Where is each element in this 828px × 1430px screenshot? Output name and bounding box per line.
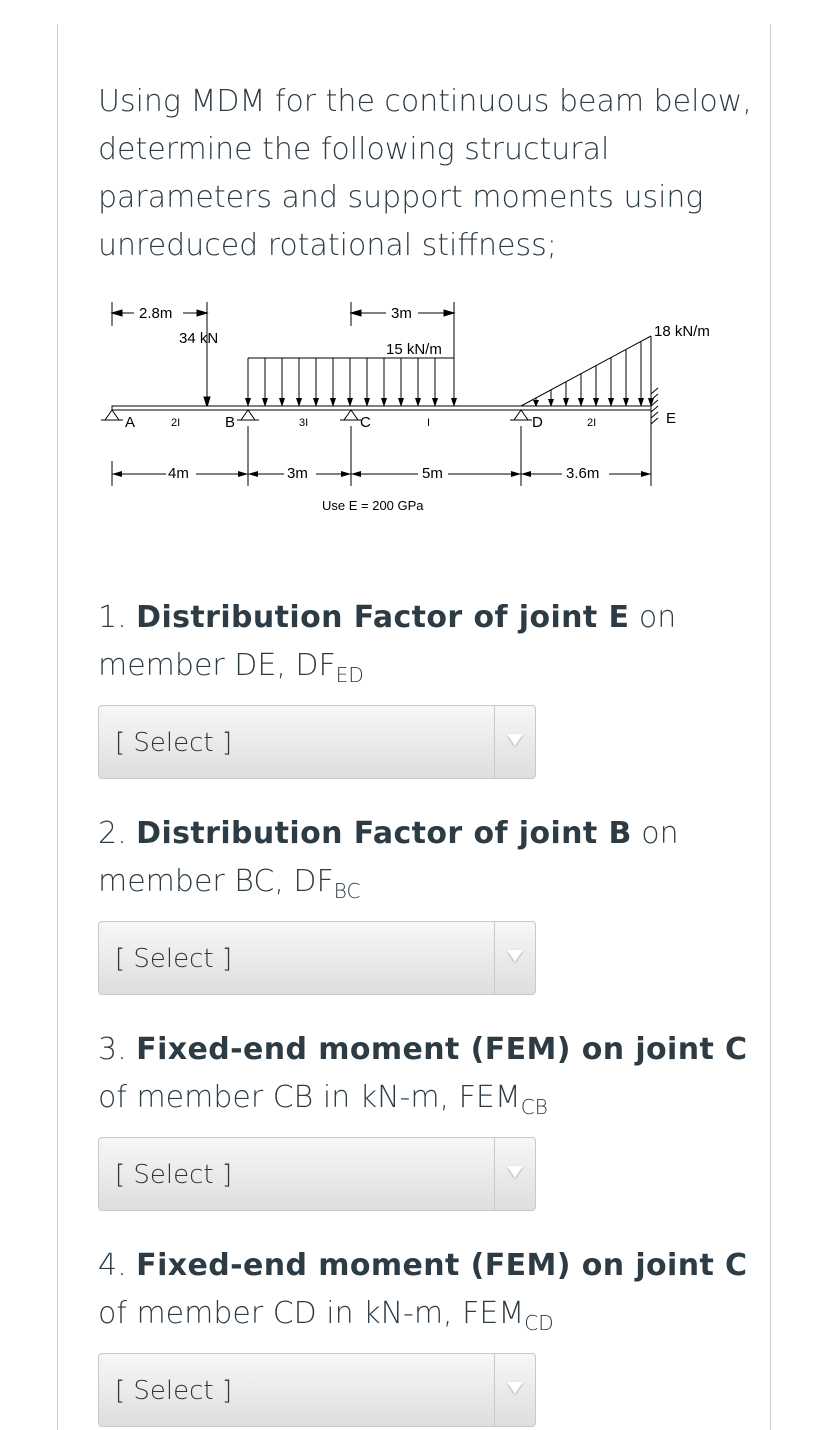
- select-placeholder: [ Select ]: [115, 1376, 233, 1406]
- question-number: 2.: [98, 816, 127, 851]
- dim-3m: 3m: [287, 465, 308, 482]
- question-2-title: [98, 810, 758, 915]
- question-number: 4.: [98, 1248, 127, 1283]
- elastic-modulus-note: Use E = 200 GPa: [322, 498, 424, 513]
- question-2: [98, 810, 758, 995]
- support-d-label: D: [532, 414, 543, 431]
- dim-5m: 5m: [422, 465, 443, 482]
- inertia-bc: 3I: [299, 417, 309, 429]
- question-3: [98, 1026, 758, 1211]
- udl-arrows: [265, 358, 435, 402]
- question-bold-text: Distribution Factor of joint B: [136, 816, 632, 851]
- answer-select-4[interactable]: [98, 1353, 536, 1427]
- beam: [112, 406, 651, 410]
- support-a-label: A: [125, 414, 136, 431]
- dim-3m-top: 3m: [391, 305, 412, 322]
- dropdown-arrow-icon: [494, 1138, 535, 1210]
- triangular-load: [521, 336, 651, 406]
- answer-select-3[interactable]: [98, 1137, 536, 1211]
- beam-diagram: [96, 296, 736, 526]
- question-subscript: CB: [520, 1095, 548, 1119]
- question-bold-text: Fixed-end moment (FEM) on joint C: [136, 1032, 748, 1067]
- question-1-title: [98, 594, 758, 699]
- question-subscript: ED: [335, 663, 364, 687]
- dropdown-arrow-icon: [494, 706, 535, 778]
- question-text: of member CB in kN-m, FEM: [98, 1080, 521, 1115]
- select-placeholder: [ Select ]: [115, 944, 233, 974]
- content-border-right: [770, 24, 771, 1430]
- answer-select-1[interactable]: [98, 705, 536, 779]
- tri-load-label: 18 kN/m: [654, 323, 710, 340]
- dim-2.8m: 2.8m: [139, 305, 173, 322]
- support-c-label: C: [360, 414, 371, 431]
- dropdown-arrow-icon: [494, 1354, 535, 1426]
- udl-label: 15 kN/m: [386, 341, 442, 358]
- answer-select-2[interactable]: [98, 921, 536, 995]
- point-load-label: 34 kN: [179, 330, 219, 347]
- question-number: 1.: [98, 600, 127, 635]
- select-placeholder: [ Select ]: [115, 1160, 233, 1190]
- dropdown-arrow-icon: [494, 922, 535, 994]
- question-4: [98, 1242, 758, 1427]
- inertia-cd: I: [427, 417, 431, 429]
- question-text: of member CD in kN-m, FEM: [98, 1296, 525, 1331]
- dim-3.6m: 3.6m: [566, 465, 600, 482]
- question-bold-text: Fixed-end moment (FEM) on joint C: [136, 1248, 748, 1283]
- question-intro: Using MDM for the continuous beam below, determine the following structural parameters and support moments using unreduced rotational stiffness;: [98, 84, 752, 263]
- question-number: 3.: [98, 1032, 127, 1067]
- question-3-title: [98, 1026, 758, 1131]
- question-subscript: BC: [333, 879, 361, 903]
- select-placeholder: [ Select ]: [115, 728, 233, 758]
- question-1: [98, 594, 758, 779]
- question-text: on member BC, DF: [98, 816, 679, 899]
- question-subscript: CD: [524, 1311, 554, 1335]
- content-border-left: [57, 24, 58, 1430]
- dim-4m: 4m: [168, 465, 189, 482]
- support-e-label: E: [666, 410, 677, 427]
- question-bold-text: Distribution Factor of joint E: [136, 600, 630, 635]
- question-4-title: [98, 1242, 758, 1347]
- inertia-de: 2I: [587, 417, 597, 429]
- question-text: on member DE, DF: [98, 600, 677, 683]
- support-b-label: B: [225, 414, 236, 431]
- inertia-ab: 2I: [171, 417, 181, 429]
